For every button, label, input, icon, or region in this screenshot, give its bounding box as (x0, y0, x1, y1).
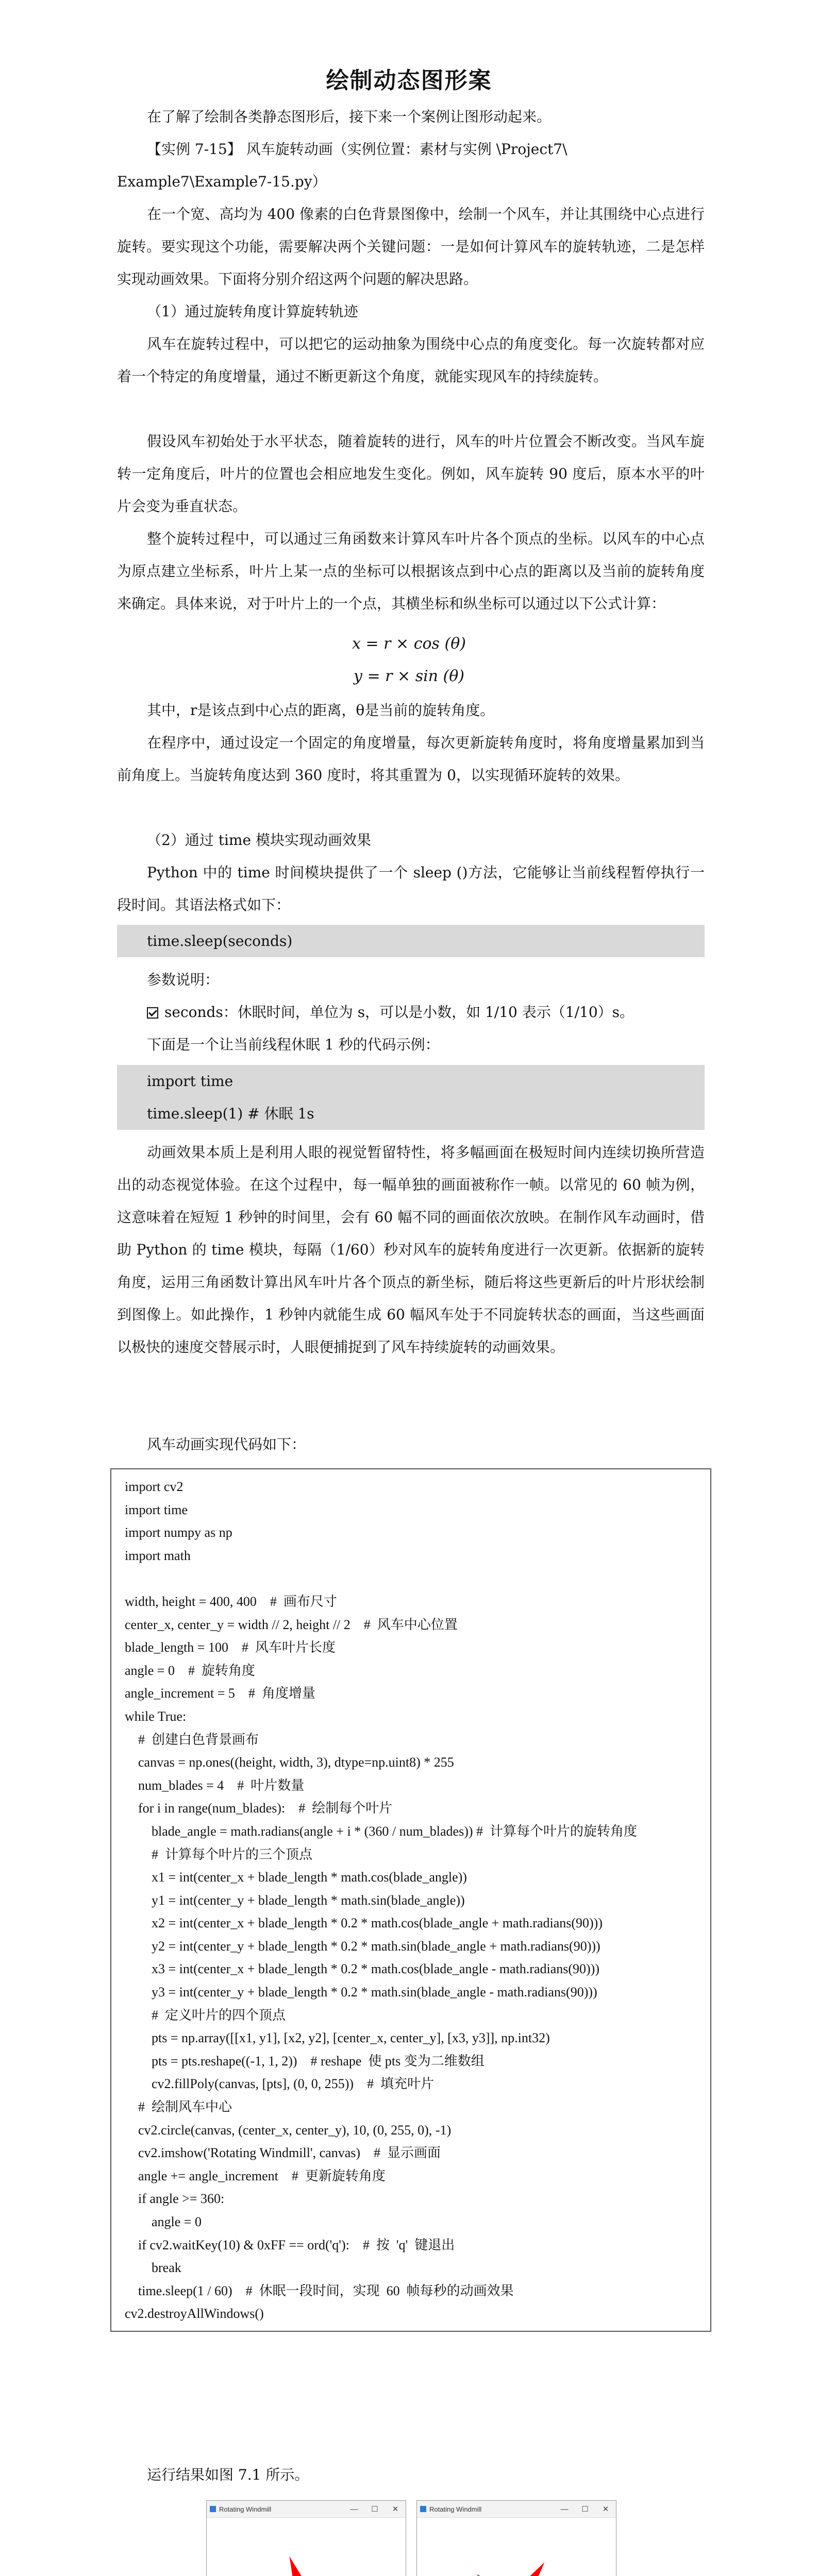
code-line: import time (125, 1502, 188, 1517)
code-line (125, 1567, 703, 1590)
windmill-canvas-1 (207, 2517, 406, 2576)
code-line: cv2.fillPoly(canvas, [pts], (0, 0, 255)) # 填充叶片 (125, 2076, 435, 2092)
code-line: blade_angle = math.radians(angle + i * (360 / num_blades)) # 计算每个叶片的旋转角度 (125, 1823, 638, 1839)
result-window-2 (416, 2500, 616, 2576)
code-line: num_blades = 4 # 叶片数量 (125, 1777, 305, 1793)
page-title: 绘制动态图形案 (326, 67, 492, 94)
code-line: # 定义叶片的四个顶点 (125, 2007, 286, 2023)
example-heading-line1: 【实例 7-15】 风车旋转动画（实例位置：素材与实例 \Project7\ (147, 141, 567, 158)
paragraph-animation-principle: 动画效果本质上是利用人眼的视觉暂留特性，将多幅画面在极短时间内连续切换所营造出的动态视觉体验。在这个过程中，每一幅单独的画面被称作一帧。以常见的 60 帧为例，这意味着在短短 1 秒钟的时间里，会有 60 幅不同的画面依次放映。在制作风车动画时，借助 Python 的 time 模块，每隔（1/60）秒对风车的旋转角度进行一次更新。依据新的旋转角度，运用三角函数计算出风车叶片各个顶点的新坐标，随后将这些更新后的叶片形状绘制到图像上。如此操作，1 秒钟内就能生成 60 幅风车处于不同旋转状态的画面，当这些画面以极快的速度交替展示时，人眼便捕捉到了风车持续旋转的动画效果。 (117, 1144, 705, 1355)
code-line: # 绘制风车中心 (125, 2099, 232, 2115)
formula-y: y = r × sin (θ) (353, 667, 465, 685)
code-line: y3 = int(center_y + blade_length * 0.2 * math.sin(blade_angle - math.radians(90))) (125, 1985, 597, 2000)
code-line: x3 = int(center_x + blade_length * 0.2 * math.cos(blade_angle - math.radians(90))) (125, 1961, 599, 1977)
paragraph-initial-state: 假设风车初始处于水平状态，随着旋转的进行，风车的叶片位置会不断改变。当风车旋转一定角度后，叶片的位置也会相应地发生变化。例如，风车旋转 90 度后，原本水平的叶片会变为垂直状态。 (117, 433, 705, 515)
paragraph-symbol-meaning: 其中，r是该点到中心点的距离，θ是当前的旋转角度。 (147, 702, 495, 719)
maximize-icon[interactable]: ☐ (371, 2505, 378, 2514)
minimize-icon[interactable]: — (560, 2504, 569, 2514)
code-line: angle += angle_increment # 更新旋转角度 (125, 2168, 386, 2183)
close-icon[interactable]: ✕ (602, 2505, 609, 2514)
code-line: pts = pts.reshape((-1, 1, 2)) # reshape 使 pts 变为二维数组 (125, 2053, 485, 2069)
paragraph-task: 在一个宽、高均为 400 像素的白色背景图像中，绘制一个风车，并让其围绕中心点进行旋转。要实现这个功能，需要解决两个关键问题：一是如何计算风车的旋转轨迹，二是怎样实现动画效果。下面将分别介绍这两个问题的解决思路。 (117, 206, 705, 287)
windmill-blade (280, 2553, 315, 2576)
code-line: cv2.destroyAllWindows() (125, 2306, 264, 2321)
paragraph-code-intro: 风车动画实现代码如下： (147, 1436, 306, 1453)
checkbox-icon (147, 1007, 158, 1019)
code-line: y2 = int(center_y + blade_length * 0.2 * math.sin(blade_angle + math.radians(90))) (125, 1938, 600, 1954)
maximize-icon[interactable]: ☐ (581, 2505, 589, 2514)
code-line: x1 = int(center_x + blade_length * math.cos(blade_angle)) (125, 1870, 467, 1885)
section-heading-2: （2）通过 time 模块实现动画效果 (147, 832, 371, 849)
code-line: pts = np.array([[x1, y1], [x2, y2], [center_x, center_y], [x3, y3]], np.int32) (125, 2030, 550, 2046)
code-line: if cv2.waitKey(10) & 0xFF == ord('q'): # 按 'q' 键退出 (125, 2237, 455, 2252)
code-line: import numpy as np (125, 1525, 232, 1540)
windmill-canvas-2 (417, 2517, 616, 2576)
intro-paragraph: 在了解了绘制各类静态图形后，接下来一个案例让图形动起来。 (147, 108, 552, 125)
code-line: # 创建白色背景画布 (125, 1732, 259, 1747)
code-line: while True: (125, 1708, 187, 1724)
paragraph-sample-intro: 下面是一个让当前线程休眠 1 秒的代码示例： (147, 1036, 440, 1053)
code-line: y1 = int(center_y + blade_length * math.sin(blade_angle)) (125, 1892, 465, 1908)
window-title: Rotating Windmill (219, 2505, 272, 2513)
minimize-icon[interactable]: — (350, 2504, 358, 2514)
code-line: cv2.imshow('Rotating Windmill', canvas) # 显示画面 (125, 2145, 441, 2161)
code-line: angle = 0 (125, 2214, 202, 2229)
paragraph-angle-increment: 在程序中，通过设定一个固定的角度增量，每次更新旋转角度时，将角度增量累加到当前角度上。当旋转角度达到 360 度时，将其重置为 0，以实现循环旋转的效果。 (117, 734, 705, 784)
window-titlebar (207, 2501, 406, 2518)
window-titlebar (417, 2501, 616, 2518)
syntax-code-block: time.sleep(seconds) (117, 925, 705, 957)
code-line: import math (125, 1548, 191, 1563)
code-line: for i in range(num_blades): # 绘制每个叶片 (125, 1801, 393, 1816)
example-heading-line2: Example7\Example7-15.py） (117, 173, 327, 190)
code-line: # 计算每个叶片的三个顶点 (125, 1846, 313, 1862)
code-line: width, height = 400, 400 # 画布尺寸 (125, 1594, 337, 1609)
param-seconds-text: seconds：休眠时间，单位为 s，可以是小数，如 1/10 表示（1/10）s。 (164, 1004, 635, 1021)
app-icon (420, 2506, 426, 2512)
formula-x: x = r × cos (θ) (352, 635, 466, 653)
code-line: cv2.circle(canvas, (center_x, center_y), 10, (0, 255, 0), -1) (125, 2122, 452, 2138)
windmill-blade (508, 2556, 553, 2576)
code-line: break (125, 2260, 181, 2276)
app-icon (210, 2506, 216, 2512)
result-window-1 (206, 2500, 406, 2576)
code-line: if angle >= 360: (125, 2191, 225, 2207)
section-heading-1: （1）通过旋转角度计算旋转轨迹 (147, 303, 358, 320)
paragraph-sleep-method: Python 中的 time 时间模块提供了一个 sleep ()方法，它能够让当前线程暂停执行一段时间。其语法格式如下： (117, 864, 705, 913)
code-line: canvas = np.ones((height, width, 3), dtype=np.uint8) * 255 (125, 1755, 454, 1770)
paragraph-result: 运行结果如图 7.1 所示。 (147, 2466, 309, 2483)
code-line: angle = 0 # 旋转角度 (125, 1663, 255, 1678)
code-line: import cv2 (125, 1479, 183, 1494)
windmill-code-block (110, 1468, 711, 2332)
code-line: angle_increment = 5 # 角度增量 (125, 1686, 315, 1701)
sample-code-line-2: time.sleep(1) # 休眠 1s (117, 1097, 705, 1130)
paragraph-rotation-abstract: 风车在旋转过程中，可以把它的运动抽象为围绕中心点的角度变化。每一次旋转都对应着一个特定的角度增量，通过不断更新这个角度，就能实现风车的持续旋转。 (117, 335, 705, 385)
code-line: x2 = int(center_x + blade_length * 0.2 * math.cos(blade_angle + math.radians(90))) (125, 1916, 603, 1931)
close-icon[interactable]: ✕ (392, 2505, 399, 2514)
sample-code-line-1: import time (117, 1065, 705, 1097)
code-line: blade_length = 100 # 风车叶片长度 (125, 1640, 336, 1655)
code-line: time.sleep(1 / 60) # 休眠一段时间，实现 60 帧每秒的动画效果 (125, 2283, 514, 2298)
paragraph-trig-coordinates: 整个旋转过程中，可以通过三角函数来计算风车叶片各个顶点的坐标。以风车的中心点为原点建立坐标系，叶片上某一点的坐标可以根据该点到中心点的距离以及当前的旋转角度来确定。具体来说，对于叶片上的一个点，其横坐标和纵坐标可以通过以下公式计算： (117, 530, 705, 612)
param-seconds-item (117, 996, 705, 1028)
params-label: 参数说明： (147, 971, 220, 988)
code-line: center_x, center_y = width // 2, height // 2 # 风车中心位置 (125, 1617, 458, 1632)
windmill-blade (471, 2566, 522, 2576)
window-title: Rotating Windmill (429, 2505, 482, 2513)
